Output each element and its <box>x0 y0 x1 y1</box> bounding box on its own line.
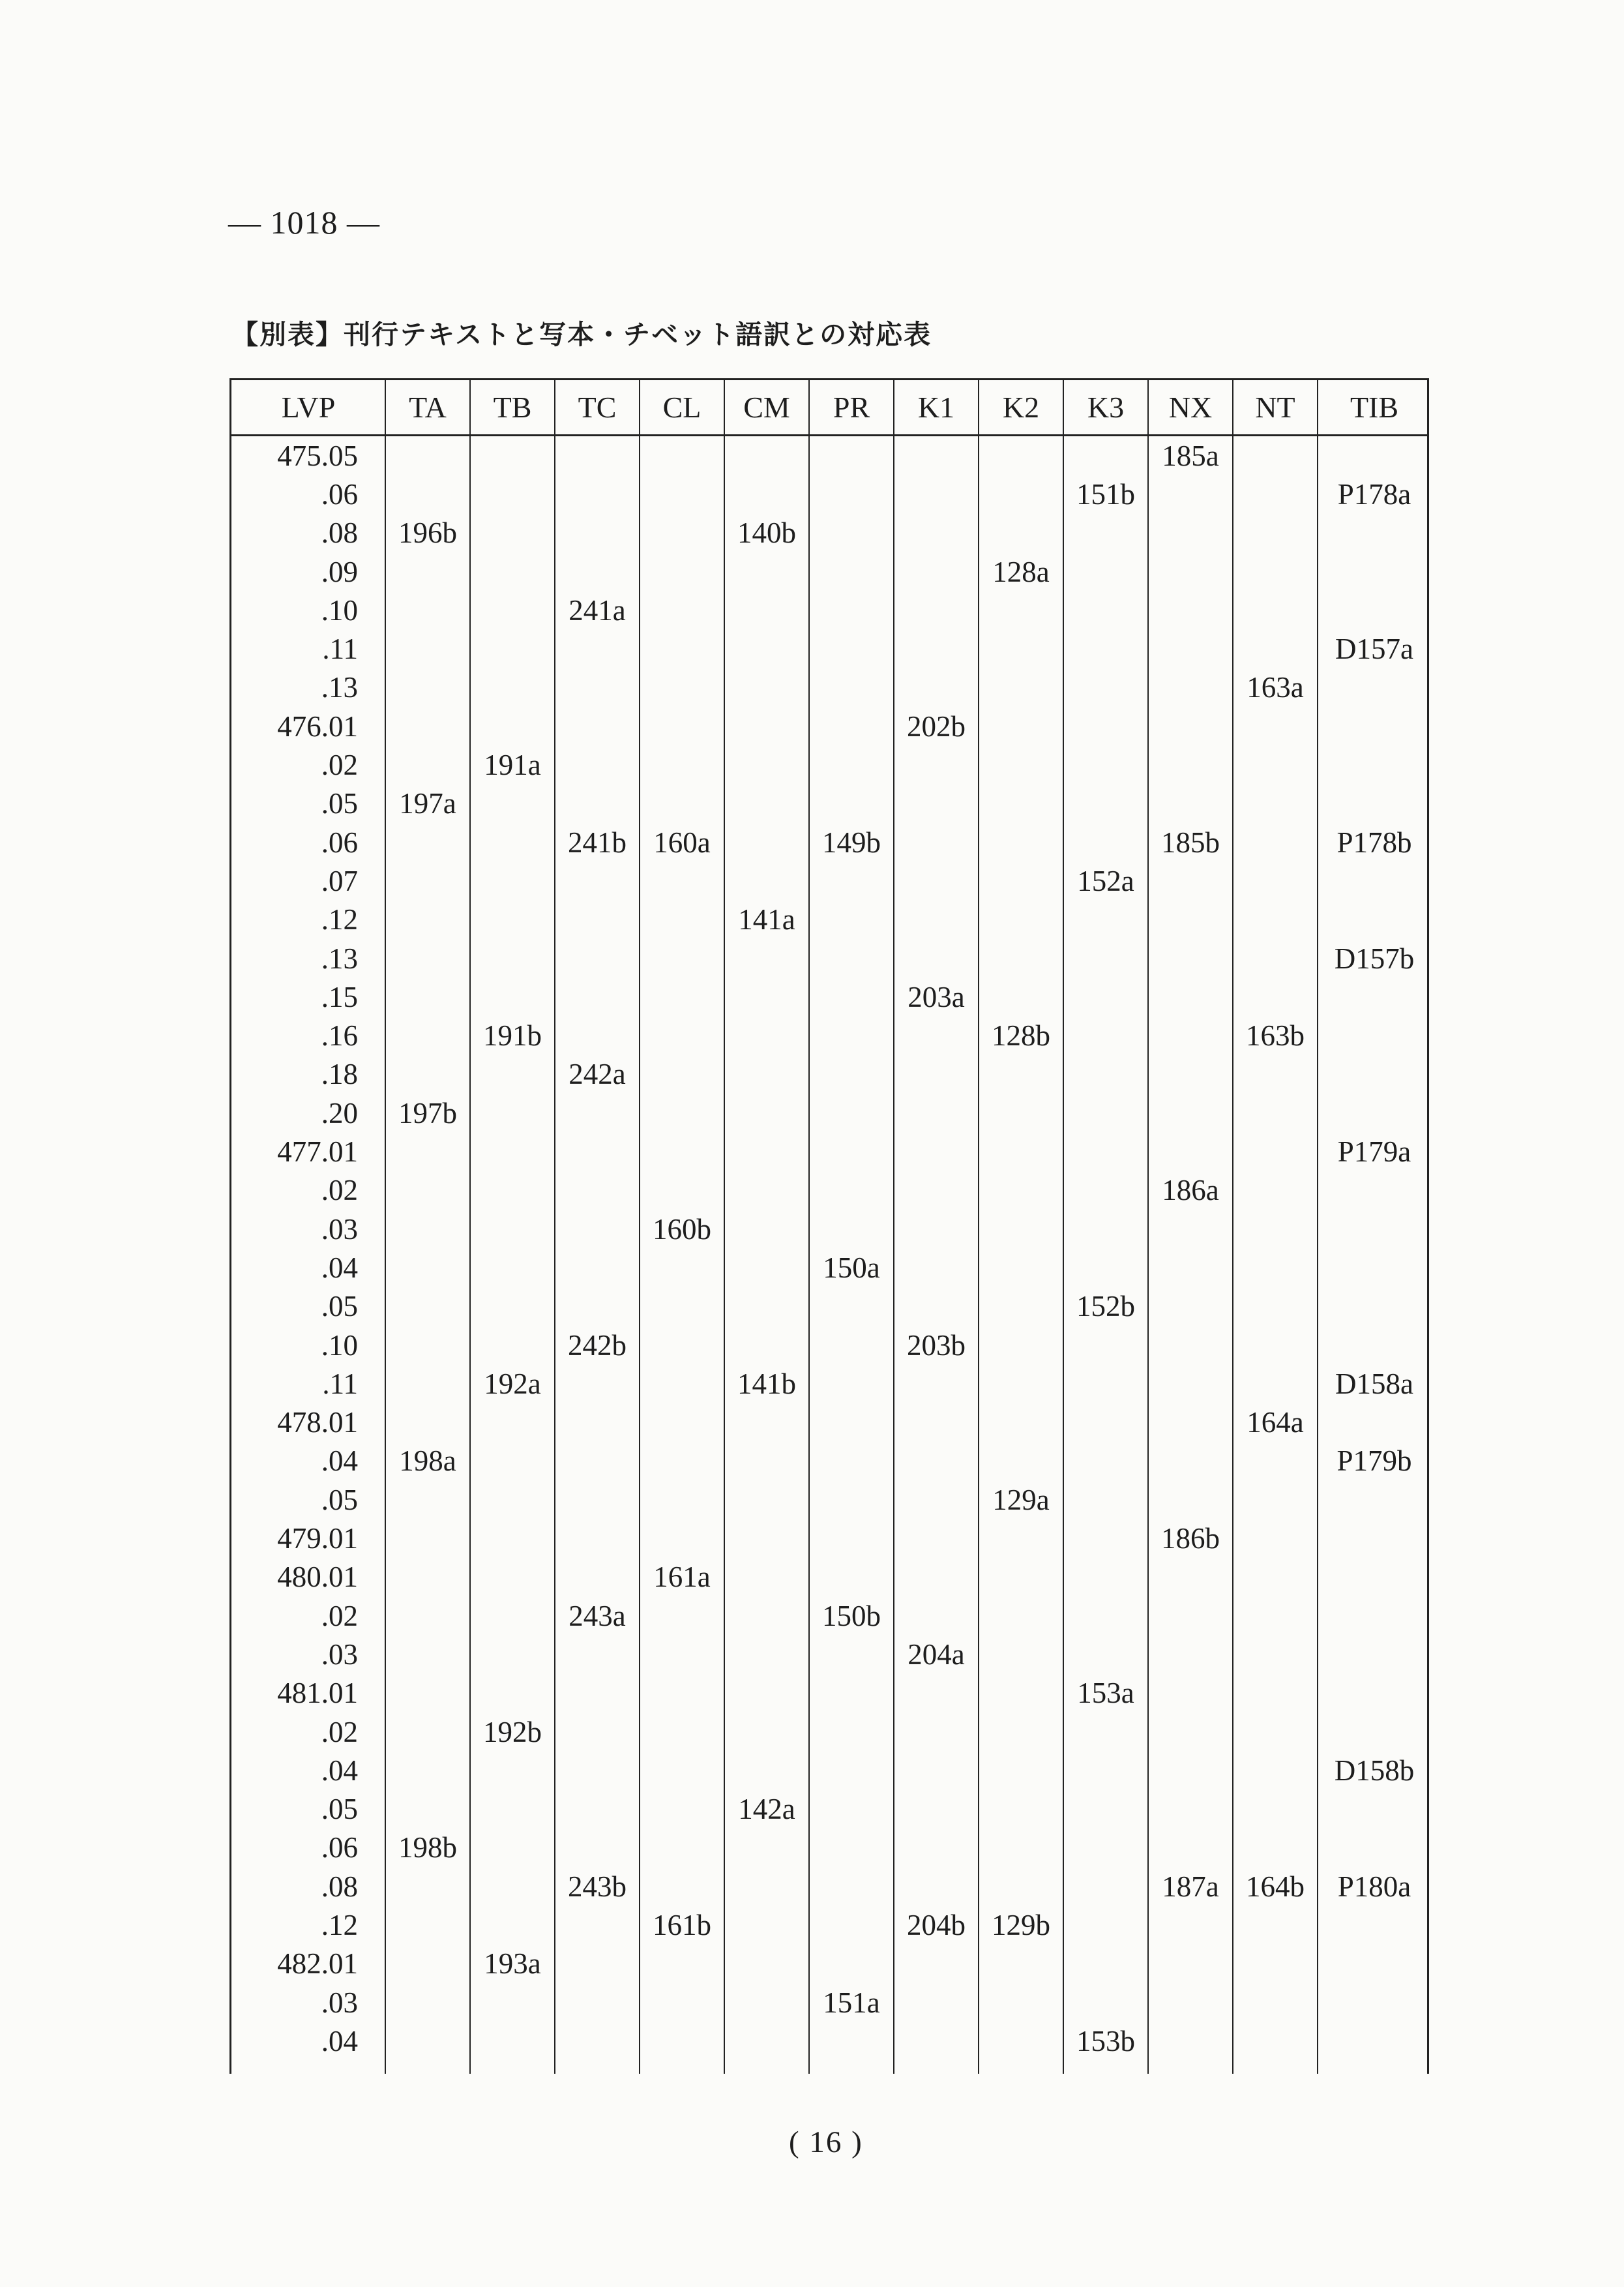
column-header-tc: TC <box>578 391 617 424</box>
table-row <box>231 745 1427 784</box>
table-row <box>231 1480 1427 1519</box>
table-row <box>231 1132 1427 1171</box>
correspondence-table <box>229 378 1429 2074</box>
table-cell-lvp: .06 <box>321 1831 358 1864</box>
table-cell-tib: D158b <box>1334 1754 1415 1787</box>
table-cell-lvp: .16 <box>321 1019 358 1053</box>
table-cell-k3: 152b <box>1076 1290 1135 1323</box>
table-cell-pr: 150b <box>822 1599 881 1632</box>
table-cell-lvp: .04 <box>321 1251 358 1284</box>
table-cell-lvp: .11 <box>322 1367 358 1400</box>
table-cell-tib: P180a <box>1337 1870 1411 1903</box>
table-cell-tib: D158a <box>1335 1367 1413 1400</box>
table-row <box>231 668 1427 707</box>
table-cell-tc: 241b <box>568 826 627 859</box>
table-cell-nx: 186a <box>1162 1174 1219 1207</box>
table-row <box>231 823 1427 861</box>
column-divider <box>978 380 979 2074</box>
table-row <box>231 861 1427 900</box>
column-divider <box>385 380 386 2074</box>
table-cell-lvp: .20 <box>321 1096 358 1129</box>
table-cell-tc: 242a <box>568 1058 626 1091</box>
table-cell-k3: 153a <box>1077 1677 1134 1710</box>
table-row <box>231 1171 1427 1210</box>
column-header-k2: K2 <box>1002 391 1040 424</box>
column-header-cl: CL <box>662 391 701 424</box>
table-row <box>231 591 1427 629</box>
table-cell-tib: D157a <box>1335 633 1413 666</box>
table-cell-tib: P178a <box>1337 477 1411 511</box>
column-header-ta: TA <box>409 391 447 424</box>
table-cell-lvp: .03 <box>321 1986 358 2019</box>
table-cell-lvp: .09 <box>321 555 358 588</box>
table-cell-k3: 151b <box>1076 477 1135 511</box>
table-row <box>231 1867 1427 1906</box>
table-cell-lvp: 476.01 <box>277 710 358 743</box>
table-cell-lvp: .05 <box>321 1793 358 1826</box>
table-cell-cl: 161a <box>653 1561 711 1594</box>
table-row <box>231 1519 1427 1557</box>
table-cell-lvp: .12 <box>321 903 358 936</box>
table-row <box>231 1326 1427 1364</box>
table-header-row <box>231 380 1427 436</box>
table-cell-cm: 142a <box>738 1793 795 1826</box>
table-cell-k1: 204a <box>908 1637 965 1671</box>
table-row <box>231 1287 1427 1326</box>
table-cell-lvp: .05 <box>321 1290 358 1323</box>
table-cell-nx: 186b <box>1161 1522 1220 1555</box>
table-cell-nt: 163b <box>1246 1019 1305 1053</box>
table-row <box>231 1945 1427 1983</box>
column-header-tb: TB <box>493 391 532 424</box>
table-row <box>231 1635 1427 1673</box>
table-row <box>231 1596 1427 1635</box>
table-cell-lvp: .15 <box>321 980 358 1013</box>
table-cell-k1: 203b <box>907 1328 966 1362</box>
table-cell-k1: 203a <box>908 980 965 1013</box>
table-cell-lvp: 478.01 <box>277 1406 358 1439</box>
table-row <box>231 436 1427 475</box>
table-cell-lvp: .03 <box>321 1212 358 1246</box>
table-cell-ta: 197b <box>398 1096 457 1129</box>
column-header-pr: PR <box>833 391 870 424</box>
column-divider <box>808 380 810 2074</box>
table-row <box>231 1751 1427 1789</box>
table-cell-lvp: 477.01 <box>277 1135 358 1169</box>
table-cell-lvp: .07 <box>321 864 358 897</box>
table-cell-lvp: 481.01 <box>277 1677 358 1710</box>
table-cell-k2: 129a <box>992 1483 1050 1516</box>
table-cell-lvp: .04 <box>321 1754 358 1787</box>
table-cell-lvp: .06 <box>321 477 358 511</box>
table-cell-cl: 160b <box>653 1212 711 1246</box>
table-cell-lvp: 482.01 <box>277 1947 358 1981</box>
table-cell-lvp: 480.01 <box>277 1561 358 1594</box>
table-row <box>231 552 1427 591</box>
table-cell-k1: 204b <box>907 1909 966 1942</box>
table-cell-k2: 128a <box>992 555 1050 588</box>
column-divider <box>1063 380 1064 2074</box>
column-header-lvp: LVP <box>281 391 336 424</box>
table-cell-tib: P178b <box>1336 826 1412 859</box>
table-cell-nt: 164a <box>1247 1406 1304 1439</box>
table-row <box>231 785 1427 823</box>
table-cell-pr: 149b <box>822 826 881 859</box>
table-row <box>231 1906 1427 1944</box>
table-cell-ta: 197a <box>399 787 456 820</box>
column-header-nx: NX <box>1168 391 1213 424</box>
table-cell-lvp: .11 <box>322 633 358 666</box>
column-divider <box>1232 380 1233 2074</box>
table-row <box>231 630 1427 668</box>
column-header-cm: CM <box>743 391 790 424</box>
table-cell-lvp: .02 <box>321 1174 358 1207</box>
table-cell-cl: 160a <box>653 826 711 859</box>
table-cell-tib: P179a <box>1337 1135 1411 1169</box>
table-cell-lvp: .04 <box>321 1444 358 1478</box>
table-cell-lvp: .02 <box>321 749 358 782</box>
table-cell-tb: 191a <box>484 749 541 782</box>
table-row <box>231 1558 1427 1596</box>
table-row <box>231 475 1427 513</box>
table-row <box>231 1790 1427 1829</box>
table-row <box>231 1094 1427 1132</box>
table-row <box>231 2022 1427 2060</box>
table-cell-lvp: 475.05 <box>277 439 358 472</box>
table-row <box>231 1210 1427 1248</box>
table-cell-cm: 141b <box>737 1367 796 1400</box>
table-cell-ta: 198a <box>399 1444 456 1478</box>
table-row <box>231 1829 1427 1867</box>
table-row <box>231 939 1427 978</box>
table-cell-nx: 185a <box>1162 439 1219 472</box>
table-row <box>231 514 1427 552</box>
table-row <box>231 1983 1427 2022</box>
table-body <box>231 436 1427 2074</box>
table-cell-tib: P179b <box>1336 1444 1412 1478</box>
table-cell-lvp: .06 <box>321 826 358 859</box>
table-cell-tb: 193a <box>484 1947 541 1981</box>
table-row <box>231 1442 1427 1480</box>
table-row <box>231 1674 1427 1712</box>
table-cell-lvp: .02 <box>321 1599 358 1632</box>
table-cell-lvp: .04 <box>321 2024 358 2057</box>
table-cell-tb: 192a <box>484 1367 541 1400</box>
column-header-tib: TIB <box>1350 391 1399 424</box>
table-row <box>231 1017 1427 1055</box>
table-cell-lvp: .18 <box>321 1058 358 1091</box>
table-cell-lvp: .12 <box>321 1909 358 1942</box>
table-row <box>231 1248 1427 1287</box>
table-cell-ta: 198b <box>398 1831 457 1864</box>
table-cell-k3: 152a <box>1077 864 1134 897</box>
page-header: — 1018 — <box>228 204 380 241</box>
table-cell-lvp: .10 <box>321 593 358 627</box>
table-row <box>231 1712 1427 1751</box>
table-cell-nx: 187a <box>1162 1870 1219 1903</box>
table-row <box>231 901 1427 939</box>
table-cell-tc: 241a <box>568 593 626 627</box>
table-row <box>231 1403 1427 1442</box>
table-cell-lvp: .02 <box>321 1715 358 1748</box>
table-cell-lvp: .05 <box>321 1483 358 1516</box>
table-cell-pr: 150a <box>823 1251 880 1284</box>
table-cell-lvp: .08 <box>321 516 358 550</box>
table-cell-nt: 164b <box>1246 1870 1305 1903</box>
table-cell-pr: 151a <box>823 1986 880 2019</box>
column-divider <box>724 380 725 2074</box>
table-row <box>231 978 1427 1016</box>
table-cell-tc: 242b <box>568 1328 627 1362</box>
table-row <box>231 707 1427 745</box>
page-number: ( 16 ) <box>789 2125 863 2159</box>
table-caption: 【別表】刊行テキストと写本・チベット語訳との対応表 <box>231 319 932 350</box>
column-divider <box>469 380 471 2074</box>
column-divider <box>1317 380 1318 2074</box>
table-cell-k2: 129b <box>992 1909 1050 1942</box>
column-divider <box>639 380 640 2074</box>
table-cell-lvp: .03 <box>321 1637 358 1671</box>
table-cell-lvp: .10 <box>321 1328 358 1362</box>
table-cell-k3: 153b <box>1076 2024 1135 2057</box>
table-cell-cl: 161b <box>653 1909 711 1942</box>
column-header-k1: K1 <box>917 391 955 424</box>
table-cell-cm: 140b <box>737 516 796 550</box>
table-cell-lvp: .08 <box>321 1870 358 1903</box>
table-cell-tb: 192b <box>483 1715 542 1748</box>
table-cell-k1: 202b <box>907 710 966 743</box>
column-divider <box>1147 380 1149 2074</box>
column-header-nt: NT <box>1255 391 1295 424</box>
table-cell-nt: 163a <box>1247 671 1304 704</box>
table-cell-lvp: .13 <box>321 942 358 975</box>
table-cell-nx: 185b <box>1161 826 1220 859</box>
table-cell-lvp: 479.01 <box>277 1522 358 1555</box>
table-cell-k2: 128b <box>992 1019 1050 1053</box>
table-cell-tb: 191b <box>483 1019 542 1053</box>
table-cell-tc: 243b <box>568 1870 627 1903</box>
table-cell-tc: 243a <box>568 1599 626 1632</box>
table-cell-cm: 141a <box>738 903 795 936</box>
table-row <box>231 1364 1427 1403</box>
table-row <box>231 1055 1427 1094</box>
table-cell-ta: 196b <box>398 516 457 550</box>
column-divider <box>554 380 555 2074</box>
table-cell-tib: D157b <box>1334 942 1415 975</box>
table-cell-lvp: .05 <box>321 787 358 820</box>
table-cell-lvp: .13 <box>321 671 358 704</box>
column-divider <box>893 380 894 2074</box>
column-header-k3: K3 <box>1087 391 1125 424</box>
